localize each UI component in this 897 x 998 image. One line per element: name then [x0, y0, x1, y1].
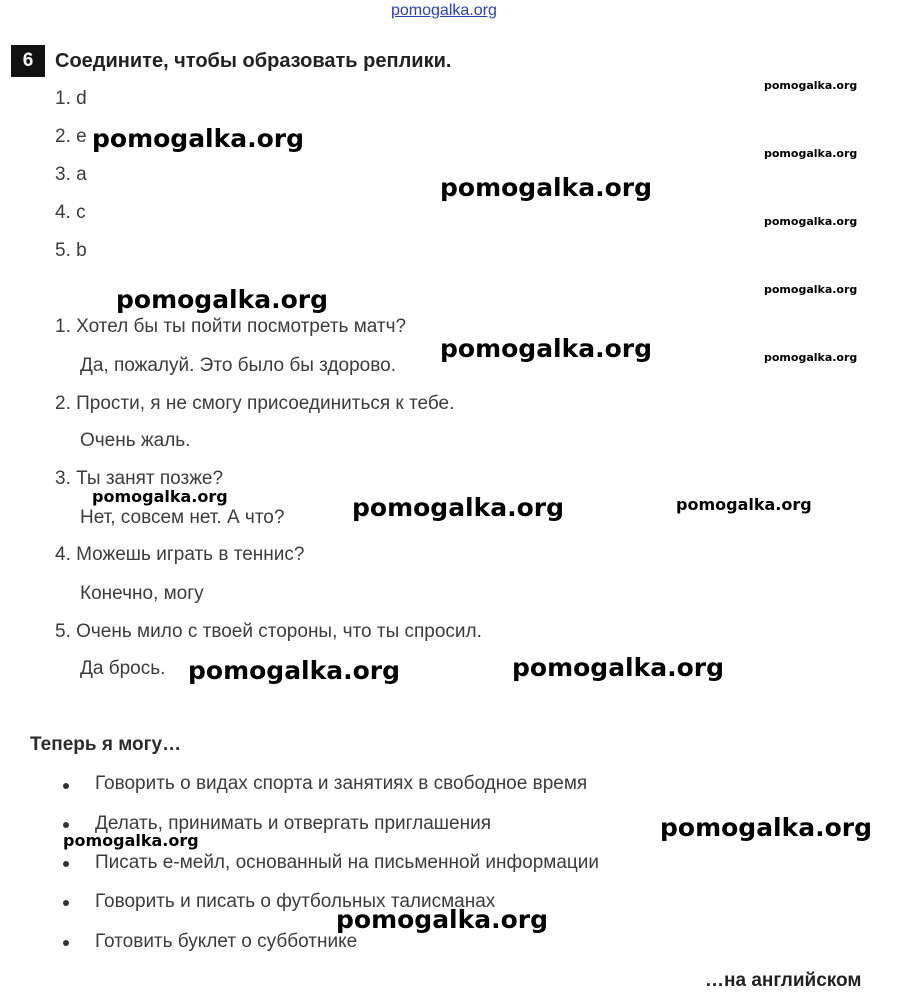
watermark-small: pomogalka.org [764, 215, 858, 228]
summary-item: Говорить о видах спорта и занятиях в свободное время [95, 773, 588, 794]
dialogue-question: 4. Можешь играть в теннис? [55, 544, 305, 565]
dialogue-answer: Да брось. [80, 658, 166, 679]
watermark-large: pomogalka.org [352, 493, 565, 522]
watermark-large: pomogalka.org [116, 285, 329, 314]
watermark-medium: pomogalka.org [676, 495, 812, 514]
dialogue-question: 1. Хотел бы ты пойти посмотреть матч? [55, 316, 407, 337]
watermark-medium: pomogalka.org [92, 487, 228, 506]
watermark-large: pomogalka.org [660, 813, 873, 842]
answer-item: 1. d [55, 88, 87, 109]
watermark-large: pomogalka.org [92, 124, 305, 153]
watermark-medium: pomogalka.org [63, 831, 199, 850]
bullet-icon [63, 940, 69, 946]
bullet-icon [63, 900, 69, 906]
watermark-small: pomogalka.org [764, 147, 858, 160]
answer-item: 3. a [55, 164, 87, 185]
dialogue-answer: Очень жаль. [80, 430, 191, 451]
dialogue-question: 3. Ты занят позже? [55, 468, 224, 489]
summary-item: Делать, принимать и отвергать приглашения [95, 813, 492, 834]
header-watermark[interactable]: pomogalka.org [391, 2, 497, 19]
answer-item: 4. c [55, 202, 86, 223]
dialogue-answer: Да, пожалуй. Это было бы здорово. [80, 355, 396, 376]
dialogue-answer: Конечно, могу [80, 583, 204, 604]
watermark-large: pomogalka.org [336, 905, 549, 934]
watermark-large: pomogalka.org [188, 656, 401, 685]
watermark-small: pomogalka.org [764, 79, 858, 92]
dialogue-question: 2. Прости, я не смогу присоединиться к тебе. [55, 393, 455, 414]
summary-item: Готовить буклет о субботнике [95, 931, 358, 952]
exercise-number-badge: 6 [11, 45, 45, 77]
bullet-icon [63, 861, 69, 867]
watermark-small: pomogalka.org [764, 283, 858, 296]
dialogue-answer: Нет, совсем нет. А что? [80, 507, 285, 528]
watermark-large: pomogalka.org [440, 334, 653, 363]
summary-heading: Теперь я могу… [30, 734, 182, 755]
watermark-large: pomogalka.org [512, 653, 725, 682]
summary-item: Писать е-мейл, основанный на письменной информации [95, 852, 600, 873]
answer-item: 5. b [55, 240, 87, 261]
summary-item: Говорить и писать о футбольных талисманах [95, 891, 496, 912]
exercise-title: Соедините, чтобы образовать реплики. [55, 50, 452, 72]
dialogue-question: 5. Очень мило с твоей стороны, что ты спросил. [55, 621, 482, 642]
watermark-small: pomogalka.org [764, 351, 858, 364]
answer-item: 2. e [55, 126, 87, 147]
bullet-icon [63, 783, 69, 789]
watermark-large: pomogalka.org [440, 173, 653, 202]
bullet-icon [63, 822, 69, 828]
footer-caption: …на английском [705, 970, 862, 991]
